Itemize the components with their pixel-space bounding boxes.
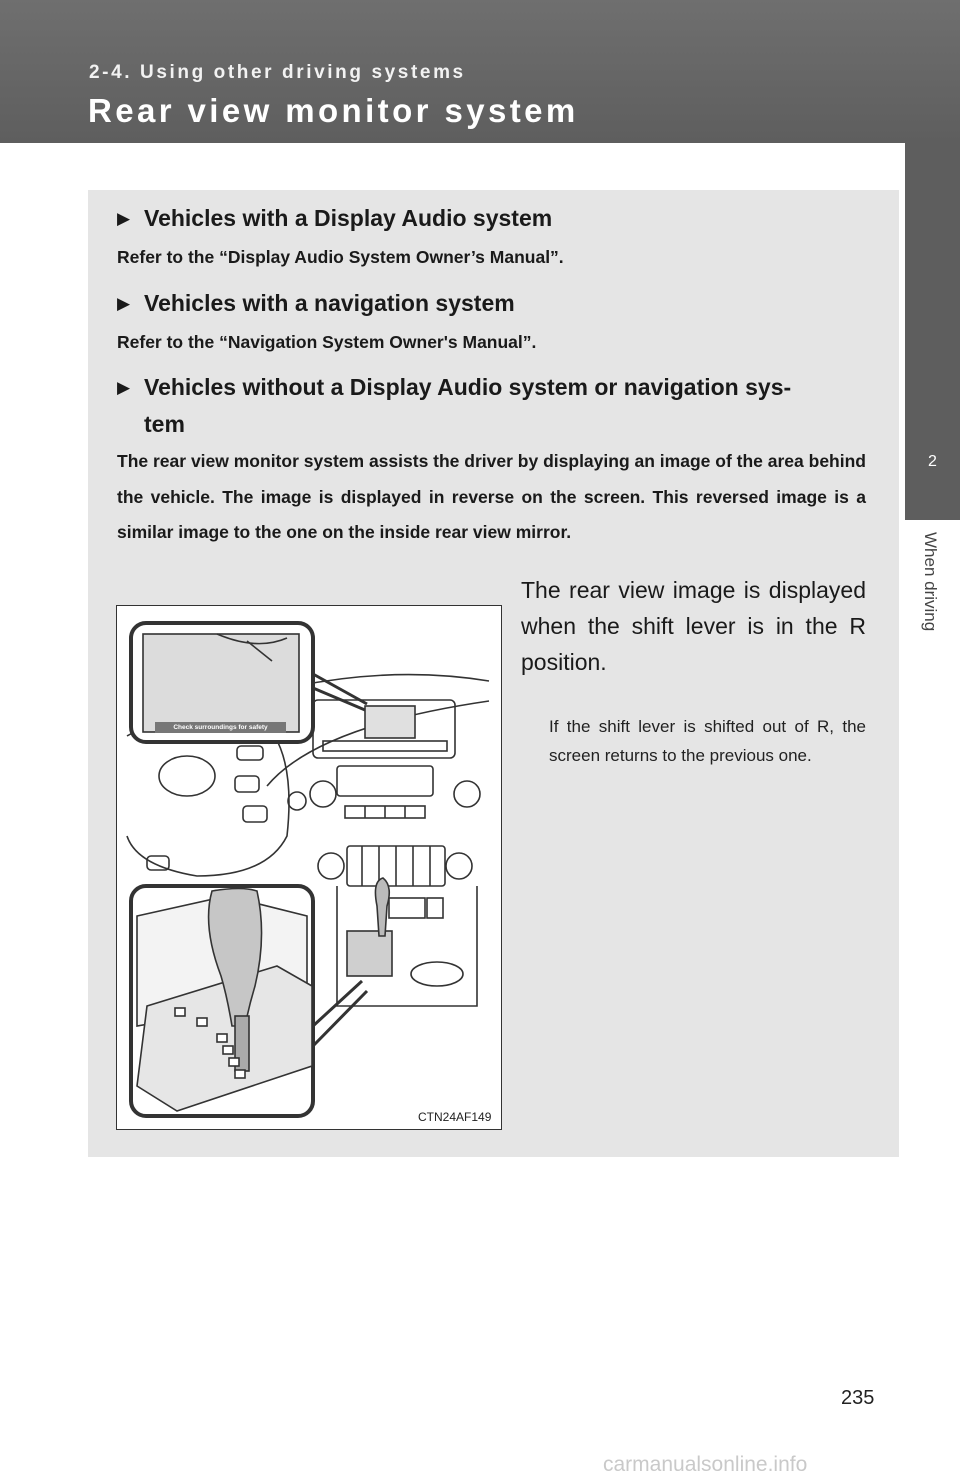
heading-display-audio: ▶ Vehicles with a Display Audio system [117,200,552,237]
watermark: carmanualsonline.info [603,1453,808,1476]
illustration-code: CTN24AF149 [418,1110,492,1124]
ref-navigation: Refer to the “Navigation System Owner's Manual”. [117,332,537,352]
heading-without-systems: ▶ Vehicles without a Display Audio system or navigation sys- tem [117,369,791,442]
page-title: Rear view monitor system [88,92,579,129]
chapter-number: 2 [928,453,937,470]
dashboard-illustration [116,605,502,1130]
heading-navigation: ▶ Vehicles with a navigation system [117,285,515,322]
page-header [0,0,960,143]
ref-display-audio: Refer to the “Display Audio System Owner’s Manual”. [117,247,564,267]
page-number: 235 [841,1387,875,1409]
intro-paragraph: The rear view monitor system assists the driver by displaying an image of the area behind the vehicle. The image is displayed in reverse on the screen. This reversed image is a similar image to the one on the inside rear view mirror. [117,451,866,542]
screen-caption: Check surroundings for safety [155,722,286,733]
note-text: If the shift lever is shifted out of R, the screen returns to the previous one. [549,717,866,765]
arrow-right-icon: ▶ [117,294,131,313]
description-text: The rear view image is displayed when the shift lever is in the R position. [521,577,866,675]
section-label: 2-4. Using other driving systems [89,62,466,83]
arrow-right-icon: ▶ [117,378,131,397]
chapter-title: When driving [921,532,940,632]
arrow-right-icon: ▶ [117,209,131,228]
